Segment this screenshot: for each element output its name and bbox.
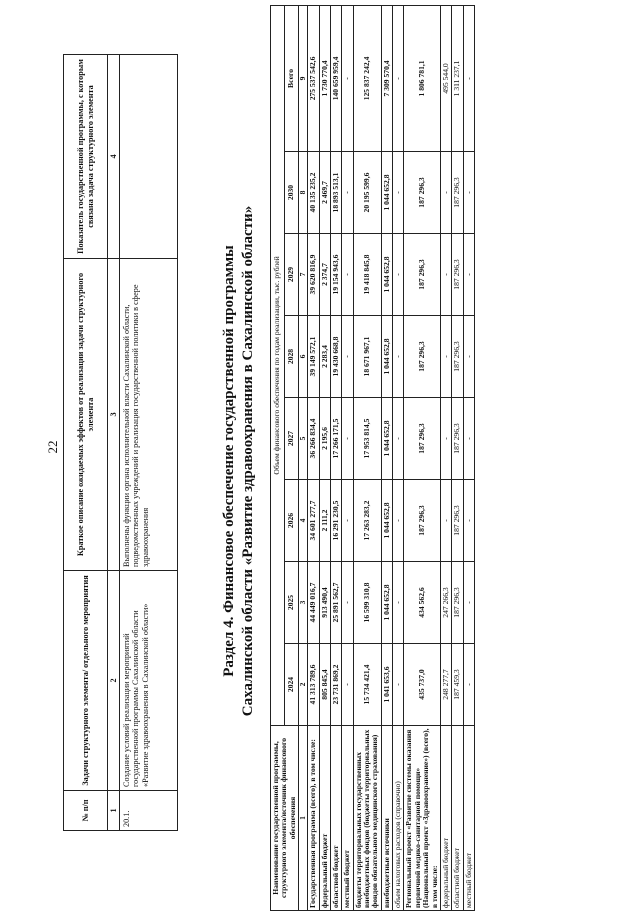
funding-value-cell: 18 893 513,1 [331, 152, 342, 234]
funding-value-cell: 41 313 789,6 [308, 644, 319, 726]
funding-value-cell: - [393, 480, 404, 562]
funding-value-cell: 2 195,6 [319, 398, 330, 480]
funding-value-cell: - [342, 398, 353, 480]
funding-value-cell: - [342, 5, 353, 151]
funding-value-cell: 247 266,3 [440, 562, 451, 644]
funding-value-cell: 25 891 562,7 [331, 562, 342, 644]
funding-value-cell: 2 283,4 [319, 316, 330, 398]
funding-source-name: Региональный проект «Развитие системы оказания первичной медико-санитарной помощи» (Национальный проект «Здравоохранение») (всего), в том числе: [404, 726, 440, 911]
page-number: 22 [45, 440, 60, 454]
col-header-year: 2026 [285, 480, 299, 562]
funding-value-cell: 495 544,0 [440, 5, 451, 151]
funding-value-cell: 913 490,4 [319, 562, 330, 644]
index-cell: 6 [299, 316, 308, 398]
funding-value-cell: 19 418 845,8 [353, 234, 381, 316]
funding-value-cell: - [342, 316, 353, 398]
funding-source-name: внебюджетные источники [381, 726, 392, 911]
funding-value-cell: 23 731 869,2 [331, 644, 342, 726]
funding-value-cell: 18 671 967,1 [353, 316, 381, 398]
funding-source-name: Государственная программа (всего), в том числе: [308, 726, 319, 911]
funding-value-cell: - [393, 152, 404, 234]
funding-value-cell: - [342, 234, 353, 316]
funding-value-cell: 434 562,6 [404, 562, 440, 644]
funding-value-cell: 39 620 816,9 [308, 234, 319, 316]
col-header-year: Всего [285, 5, 299, 151]
funding-value-cell: 187 296,3 [404, 316, 440, 398]
index-cell: 3 [108, 259, 120, 571]
task-text: Создание условий реализации мероприятий государственной программы Сахалинской области «Развитие здравоохранения в Сахалинской области» [120, 571, 178, 791]
funding-value-cell: - [342, 562, 353, 644]
col-header-year: 2029 [285, 234, 299, 316]
funding-value-cell: - [463, 562, 474, 644]
funding-value-cell: 187 296,3 [404, 480, 440, 562]
funding-value-cell: - [463, 5, 474, 151]
funding-value-cell: 2 111,2 [319, 480, 330, 562]
funding-value-cell: 248 277,7 [440, 644, 451, 726]
funding-value-cell: 187 296,3 [452, 316, 463, 398]
funding-value-cell: 187 296,3 [404, 234, 440, 316]
section-title [220, 131, 258, 791]
funding-value-cell: 17 263 283,2 [353, 480, 381, 562]
funding-value-cell: 2 374,7 [319, 234, 330, 316]
funding-value-cell: - [393, 398, 404, 480]
funding-value-cell: 44 449 016,7 [308, 562, 319, 644]
funding-value-cell: - [440, 316, 451, 398]
funding-value-cell: 1 044 652,8 [381, 234, 392, 316]
funding-value-cell: 805 845,4 [319, 644, 330, 726]
rotated-page-content [60, 0, 640, 911]
index-cell: 9 [299, 5, 308, 151]
row-number: 20.1. [120, 791, 178, 831]
col-header-year: 2027 [285, 398, 299, 480]
funding-source-name: местный бюджет [342, 726, 353, 911]
funding-value-cell: - [342, 480, 353, 562]
funding-value-cell: 125 837 242,4 [353, 5, 381, 151]
funding-value-cell: - [393, 5, 404, 151]
funding-value-cell: 20 195 599,6 [353, 152, 381, 234]
funding-source-name: федеральный бюджет [440, 726, 451, 911]
index-cell: 2 [108, 571, 120, 791]
table-row [393, 5, 404, 910]
funding-value-cell: 34 601 277,7 [308, 480, 319, 562]
funding-value-cell: 1 044 652,8 [381, 398, 392, 480]
funding-value-cell: 40 135 235,2 [308, 152, 319, 234]
col-header-year: 2025 [285, 562, 299, 644]
funding-value-cell: 187 459,3 [452, 644, 463, 726]
index-cell: 3 [299, 562, 308, 644]
funding-value-cell: - [393, 316, 404, 398]
col-header-name: Наименование государственной программы, структурного элемента/источник финансового обеспечения [271, 726, 299, 911]
funding-value-cell: 17 266 171,5 [331, 398, 342, 480]
col-header-number: № п/п [64, 791, 108, 831]
funding-value-cell: - [463, 152, 474, 234]
index-cell: 7 [299, 234, 308, 316]
funding-value-cell: 187 296,3 [404, 152, 440, 234]
funding-value-cell: 19 154 943,6 [331, 234, 342, 316]
funding-value-cell: 1 730 770,4 [319, 5, 330, 151]
funding-value-cell: 17 953 814,5 [353, 398, 381, 480]
funding-value-cell: - [393, 562, 404, 644]
funding-value-cell: - [342, 644, 353, 726]
funding-value-cell: 140 659 959,4 [331, 5, 342, 151]
funding-value-cell: - [463, 316, 474, 398]
structural-element-tasks-table [63, 54, 178, 831]
funding-value-cell: 275 537 542,6 [308, 5, 319, 151]
funding-value-cell: 1 044 652,8 [381, 316, 392, 398]
funding-value-cell: - [440, 152, 451, 234]
table-row [404, 5, 440, 910]
funding-value-cell: 1 311 237,1 [452, 5, 463, 151]
table-row [331, 5, 342, 910]
col-header-funding: Объем финансового обеспечения по годам реализации, тыс. рублей [271, 5, 285, 725]
table-row [353, 5, 381, 910]
table-row [308, 5, 319, 910]
effect-text: Выполнены функции органа исполнительной власти Сахалинской области, подведомственных учреждений и реализация государственной политики в сфере здравоохранения [120, 259, 178, 571]
col-header-effect: Краткое описание ожидаемых эффектов от реализации задачи структурного элемента [64, 259, 108, 571]
funding-value-cell: 187 296,3 [452, 152, 463, 234]
funding-value-cell: 19 430 668,8 [331, 316, 342, 398]
funding-value-cell: - [463, 480, 474, 562]
funding-value-cell: 39 149 572,1 [308, 316, 319, 398]
table-row [342, 5, 353, 910]
funding-value-cell: 1 044 652,8 [381, 152, 392, 234]
funding-value-cell: 1 044 652,8 [381, 480, 392, 562]
col-header-year: 2024 [285, 644, 299, 726]
funding-value-cell: - [463, 398, 474, 480]
funding-value-cell: 187 296,3 [452, 480, 463, 562]
table-row [452, 5, 463, 910]
table-row [463, 5, 474, 910]
index-cell: 8 [299, 152, 308, 234]
col-header-indicator: Показатель государственной программы, с которым связана задача структурного элемента [64, 55, 108, 259]
section-title-line-1: Раздел 4. Финансовое обеспечение государственной программы [221, 245, 237, 677]
funding-value-cell: 187 296,3 [452, 398, 463, 480]
funding-value-cell: 16 291 230,5 [331, 480, 342, 562]
funding-value-cell: 16 599 310,8 [353, 562, 381, 644]
funding-value-cell: 15 734 421,4 [353, 644, 381, 726]
funding-value-cell: - [440, 480, 451, 562]
funding-value-cell: 2 469,7 [319, 152, 330, 234]
funding-source-name: областной бюджет [452, 726, 463, 911]
funding-value-cell: 1 806 781,1 [404, 5, 440, 151]
funding-value-cell: 435 737,0 [404, 644, 440, 726]
funding-value-cell: 1 041 653,6 [381, 644, 392, 726]
index-cell: 5 [299, 398, 308, 480]
table-row [120, 55, 178, 831]
funding-source-name: объем налоговых расходов (справочно) [393, 726, 404, 911]
financing-table [270, 5, 475, 911]
funding-value-cell: - [342, 152, 353, 234]
col-header-year: 2028 [285, 316, 299, 398]
funding-value-cell: - [393, 644, 404, 726]
table-row [381, 5, 392, 910]
index-cell: 1 [299, 726, 308, 911]
funding-value-cell: 187 296,3 [404, 398, 440, 480]
funding-value-cell: 1 044 652,8 [381, 562, 392, 644]
funding-source-name: областной бюджет [331, 726, 342, 911]
funding-value-cell: - [463, 644, 474, 726]
table-row [319, 5, 330, 910]
funding-value-cell: 187 296,3 [452, 234, 463, 316]
funding-source-name: бюджеты территориальных государственных внебюджетных фондов (бюджеты территориальных фондов обязательного медицинского страхования) [353, 726, 381, 911]
col-header-year: 2030 [285, 152, 299, 234]
funding-value-cell: - [393, 234, 404, 316]
funding-value-cell: 187 296,3 [452, 562, 463, 644]
funding-source-name: местный бюджет [463, 726, 474, 911]
indicator-text [120, 55, 178, 259]
index-cell: 1 [108, 791, 120, 831]
funding-value-cell: - [440, 234, 451, 316]
funding-value-cell: 7 309 570,4 [381, 5, 392, 151]
index-cell: 2 [299, 644, 308, 726]
col-header-task: Задачи структурного элемента/ отдельного мероприятия [64, 571, 108, 791]
section-title-line-2: Сахалинской области «Развитие здравоохранения в Сахалинской области» [239, 205, 256, 717]
table-row [440, 5, 451, 910]
index-cell: 4 [108, 55, 120, 259]
funding-value-cell: - [463, 234, 474, 316]
funding-value-cell: - [440, 398, 451, 480]
funding-source-name: федеральный бюджет [319, 726, 330, 911]
index-cell: 4 [299, 480, 308, 562]
funding-value-cell: 36 266 834,4 [308, 398, 319, 480]
